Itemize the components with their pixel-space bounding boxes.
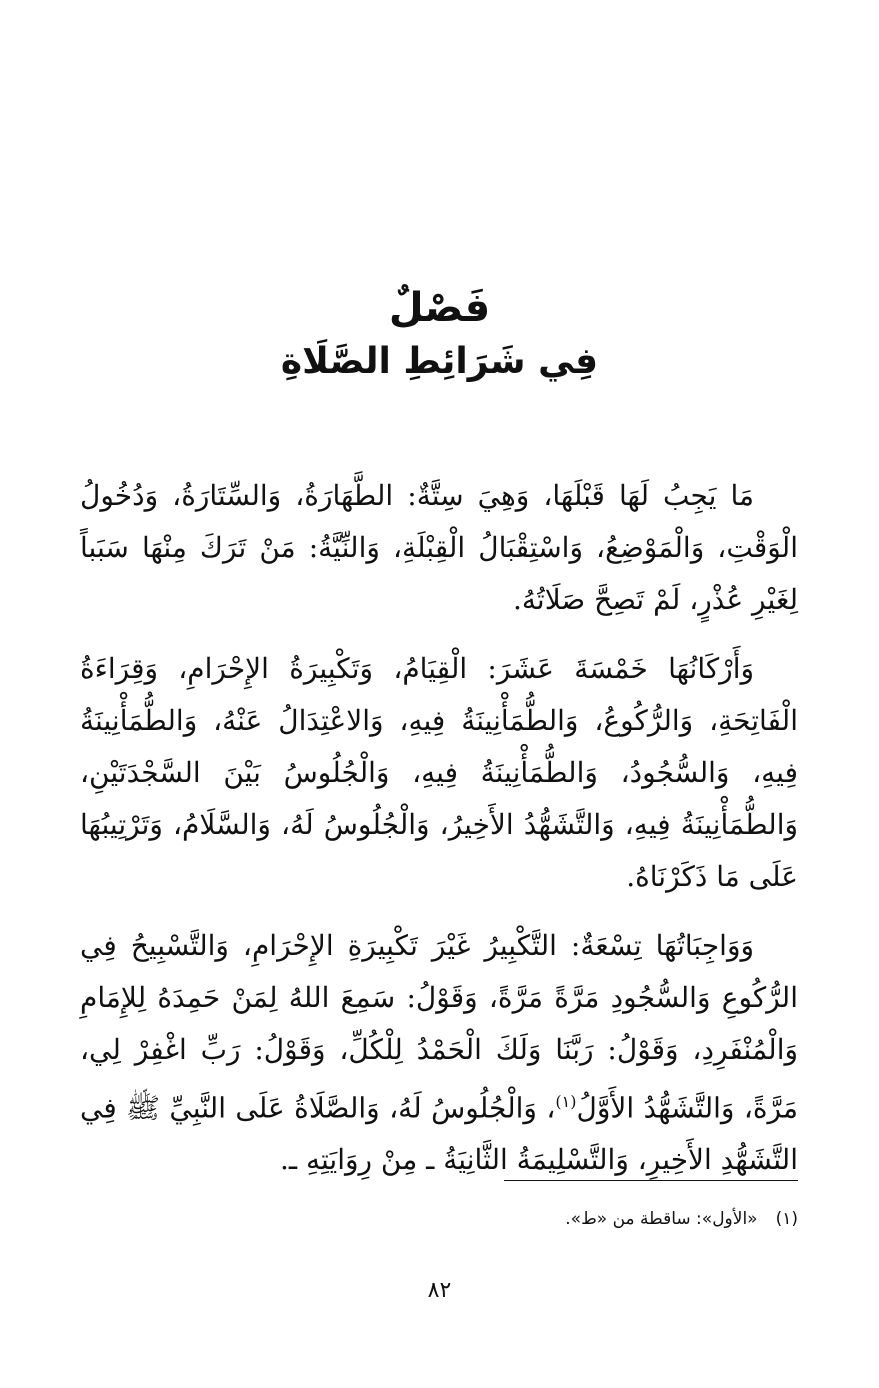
paragraph-obligations-text-a: وَوَاجِبَاتُهَا تِسْعَةٌ: التَّكْبِيرُ غَيْرَ تَكْبِيرَةِ الإِحْرَامِ، وَالتَّسْبِيحُ فِي الرُّكُوعِ وَالسُّجُودِ مَرَّةً مَرَّةً، وَقَوْلُ: سَمِعَ اللهُ لِمَنْ حَمِدَهُ لِلإِمَامِ وَالْمُنْفَرِدِ، وَقَوْلُ: رَبَّنَا وَلَكَ الْحَمْدُ لِلْكُلِّ، وَقَوْلُ: رَبِّ اغْفِرْ لِي، مَرَّةً، وَالتَّشَهُّدُ الأَوَّلُ [80,929,799,1125]
paragraph-obligations [80,920,798,1186]
page-number: ٨٢ [427,1278,452,1303]
body-text [80,470,798,1203]
footnote-text: «الأول»: ساقطة من «ط». [565,1209,758,1229]
paragraph-obligations-text-b: ، وَالْجُلُوسُ لَهُ، وَالصَّلَاةُ عَلَى النَّبِيِّ ﷺ فِي التَّشَهُّدِ الأَخِيرِ، وَالتَّسْلِيمَةُ الثَّانِيَةُ ـ مِنْ رِوَايَتِهِ ـ. [80,1091,798,1177]
paragraph-conditions: مَا يَجِبُ لَهَا قَبْلَهَا، وَهِيَ سِتَّةٌ: الطَّهَارَةُ، وَالسِّتَارَةُ، وَدُخُولُ الْوَقْتِ، وَالْمَوْضِعُ، وَاسْتِقْبَالُ الْقِبْلَةِ، وَالنِّيَّةُ: مَنْ تَرَكَ مِنْهَا سَبَباً لِغَيْرِ عُذْرٍ، لَمْ تَصِحَّ صَلَاتُهُ. [80,479,798,616]
chapter-label: فَصْلٌ [388,285,491,331]
chapter-title: فِي شَرَائِطِ الصَّلَاةِ [280,341,599,382]
footnote-reference[interactable]: (١) [555,1092,577,1111]
paragraph-pillars: وَأَرْكَانُهَا خَمْسَةَ عَشَرَ: الْقِيَامُ، وَتَكْبِيرَةُ الإِحْرَامِ، وَقِرَاءَةُ الْفَاتِحَةِ، وَالرُّكُوعُ، وَالطُّمَأْنِينَةُ فِيهِ، وَالاعْتِدَالُ عَنْهُ، وَالطُّمَأْنِينَةُ فِيهِ، وَالسُّجُودُ، وَالطُّمَأْنِينَةُ فِيهِ، وَالْجُلُوسُ بَيْنَ السَّجْدَتَيْنِ، وَالطُّمَأْنِينَةُ فِيهِ، وَالتَّشَهُّدُ الأَخِيرُ، وَالْجُلُوسُ لَهُ، وَالسَّلَامُ، وَتَرْتِيبُهَا عَلَى مَا ذَكَرْنَاهُ. [80,652,798,893]
footnote-marker: (١) [775,1209,798,1229]
chapter-heading [0,282,879,390]
footnote [565,1206,798,1232]
footnote-divider [504,1180,798,1181]
